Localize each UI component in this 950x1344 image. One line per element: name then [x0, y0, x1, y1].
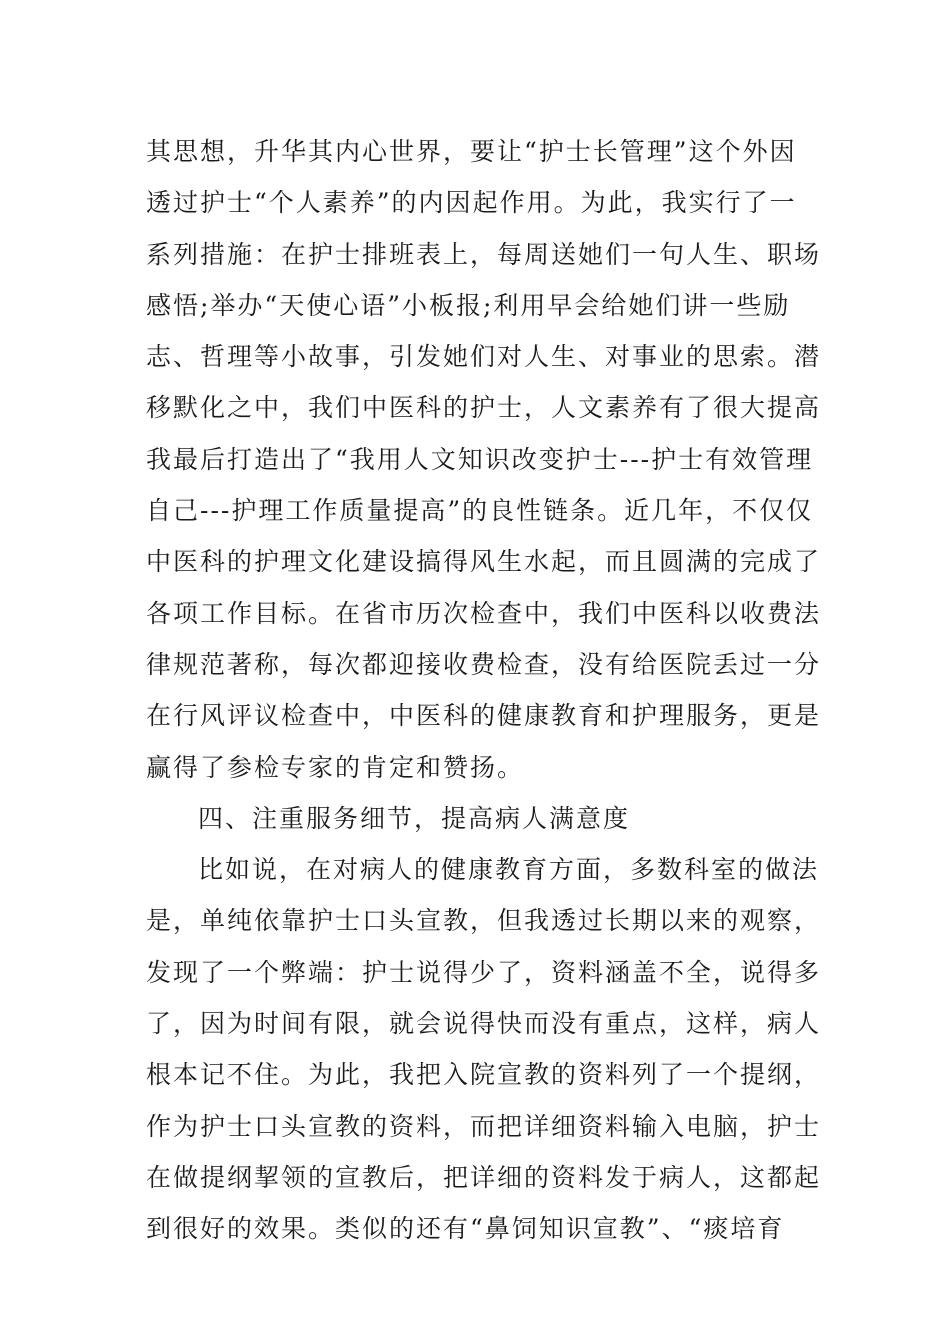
section-heading: 四、注重服务细节，提高病人满意度: [198, 803, 631, 833]
text-line: 自己---护理工作质量提高”的良性链条。近几年，不仅仅: [146, 496, 814, 526]
text-line: 各项工作目标。在省市历次检查中，我们中医科以收费法: [146, 598, 822, 628]
body-text: [146, 126, 822, 1255]
text-line: 系列措施：在护士排班表上，每周送她们一句人生、职场: [146, 239, 822, 269]
paragraph-first-line: 比如说，在对病人的健康教育方面，多数科室的做法: [198, 855, 820, 885]
text-line: 中医科的护理文化建设搞得风生水起，而且圆满的完成了: [146, 547, 822, 577]
text-line: 移默化之中，我们中医科的护士，人文素养有了很大提高: [146, 393, 822, 423]
text-line: 是，单纯依靠护士口头宣教，但我透过长期以来的观察，: [146, 906, 822, 936]
text-line: 赢得了参检专家的肯定和赞扬。: [146, 752, 525, 782]
text-line: 志、哲理等小故事，引发她们对人生、对事业的思索。潜: [146, 342, 822, 372]
text-line: 到很好的效果。类似的还有“鼻饲知识宣教”、“痰培育: [146, 1214, 785, 1244]
text-line: 律规范著称，每次都迎接收费检查，没有给医院丢过一分: [146, 649, 822, 679]
text-line: 在行风评议检查中，中医科的健康教育和护理服务，更是: [146, 701, 822, 731]
text-line: 其思想，升华其内心世界，要让“护士长管理”这个外因: [146, 137, 797, 166]
text-line: 我最后打造出了“我用人文知识改变护士---护士有效管理: [146, 444, 814, 474]
text-line: 根本记不住。为此，我把入院宣教的资料列了一个提纲，: [146, 1060, 822, 1090]
text-line: 在做提纲挈领的宣教后，把详细的资料发于病人，这都起: [146, 1162, 822, 1192]
text-line: 感悟;举办“天使心语”小板报;利用早会给她们讲一些励: [146, 290, 791, 320]
text-line: 透过护士“个人素养”的内因起作用。为此，我实行了一: [146, 188, 797, 218]
text-line: 了，因为时间有限，就会说得快而没有重点，这样，病人: [146, 1009, 822, 1039]
text-line: 发现了一个弊端：护士说得少了，资料涵盖不全，说得多: [146, 957, 822, 987]
text-line: 作为护士口头宣教的资料，而把详细资料输入电脑，护士: [146, 1111, 822, 1141]
